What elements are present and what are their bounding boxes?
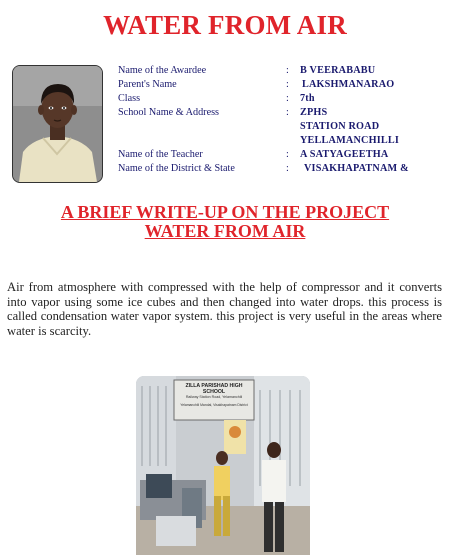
student-photo [12,65,103,183]
detail-colon: : [286,107,289,118]
writeup-paragraph: Air from atmosphere with compressed with the help of compressor and it converts into vapor using some ice cubes and then changed into water drops. this process is called condensation water vapor system. this project is very useful in the areas where water is scarcity. [7,280,442,338]
writeup-subheading: WATER FROM AIR [144,221,306,241]
detail-colon: : [286,149,289,160]
detail-label: Name of the Awardee [118,65,207,76]
writeup-heading: A BRIEF WRITE-UP ON THE PROJECT [60,202,390,222]
detail-label: Class [118,93,141,104]
detail-label: Name of the Teacher [118,149,203,160]
detail-value: VISAKHAPATNAM & [304,163,409,174]
detail-label: School Name & Address [118,107,220,118]
detail-value: B VEERABABU [300,65,376,76]
detail-value: YELLAMANCHILLI [300,135,400,146]
school-sign-line2: Railway Station Road, Yelamanchili [185,395,243,399]
detail-colon: : [286,163,289,174]
detail-label: Name of the District & State [118,163,235,174]
detail-value: STATION ROAD [300,121,380,132]
detail-colon: : [286,65,289,76]
detail-label: Parent's Name [118,79,177,90]
school-sign-line3: Yelamanchili Mandal, Visakhapatnam District [180,403,248,407]
detail-value: ZPHS [300,107,328,118]
detail-value: A SATYAGEETHA [300,149,389,160]
project-photo [136,376,310,555]
page-title: WATER FROM AIR [103,10,347,40]
detail-colon: : [286,93,289,104]
detail-value: LAKSHMANARAO [302,79,395,90]
detail-value: 7th [300,93,315,104]
school-sign-title: ZILLA PARISHAD HIGH SCHOOL [185,383,243,395]
detail-colon: : [286,79,289,90]
